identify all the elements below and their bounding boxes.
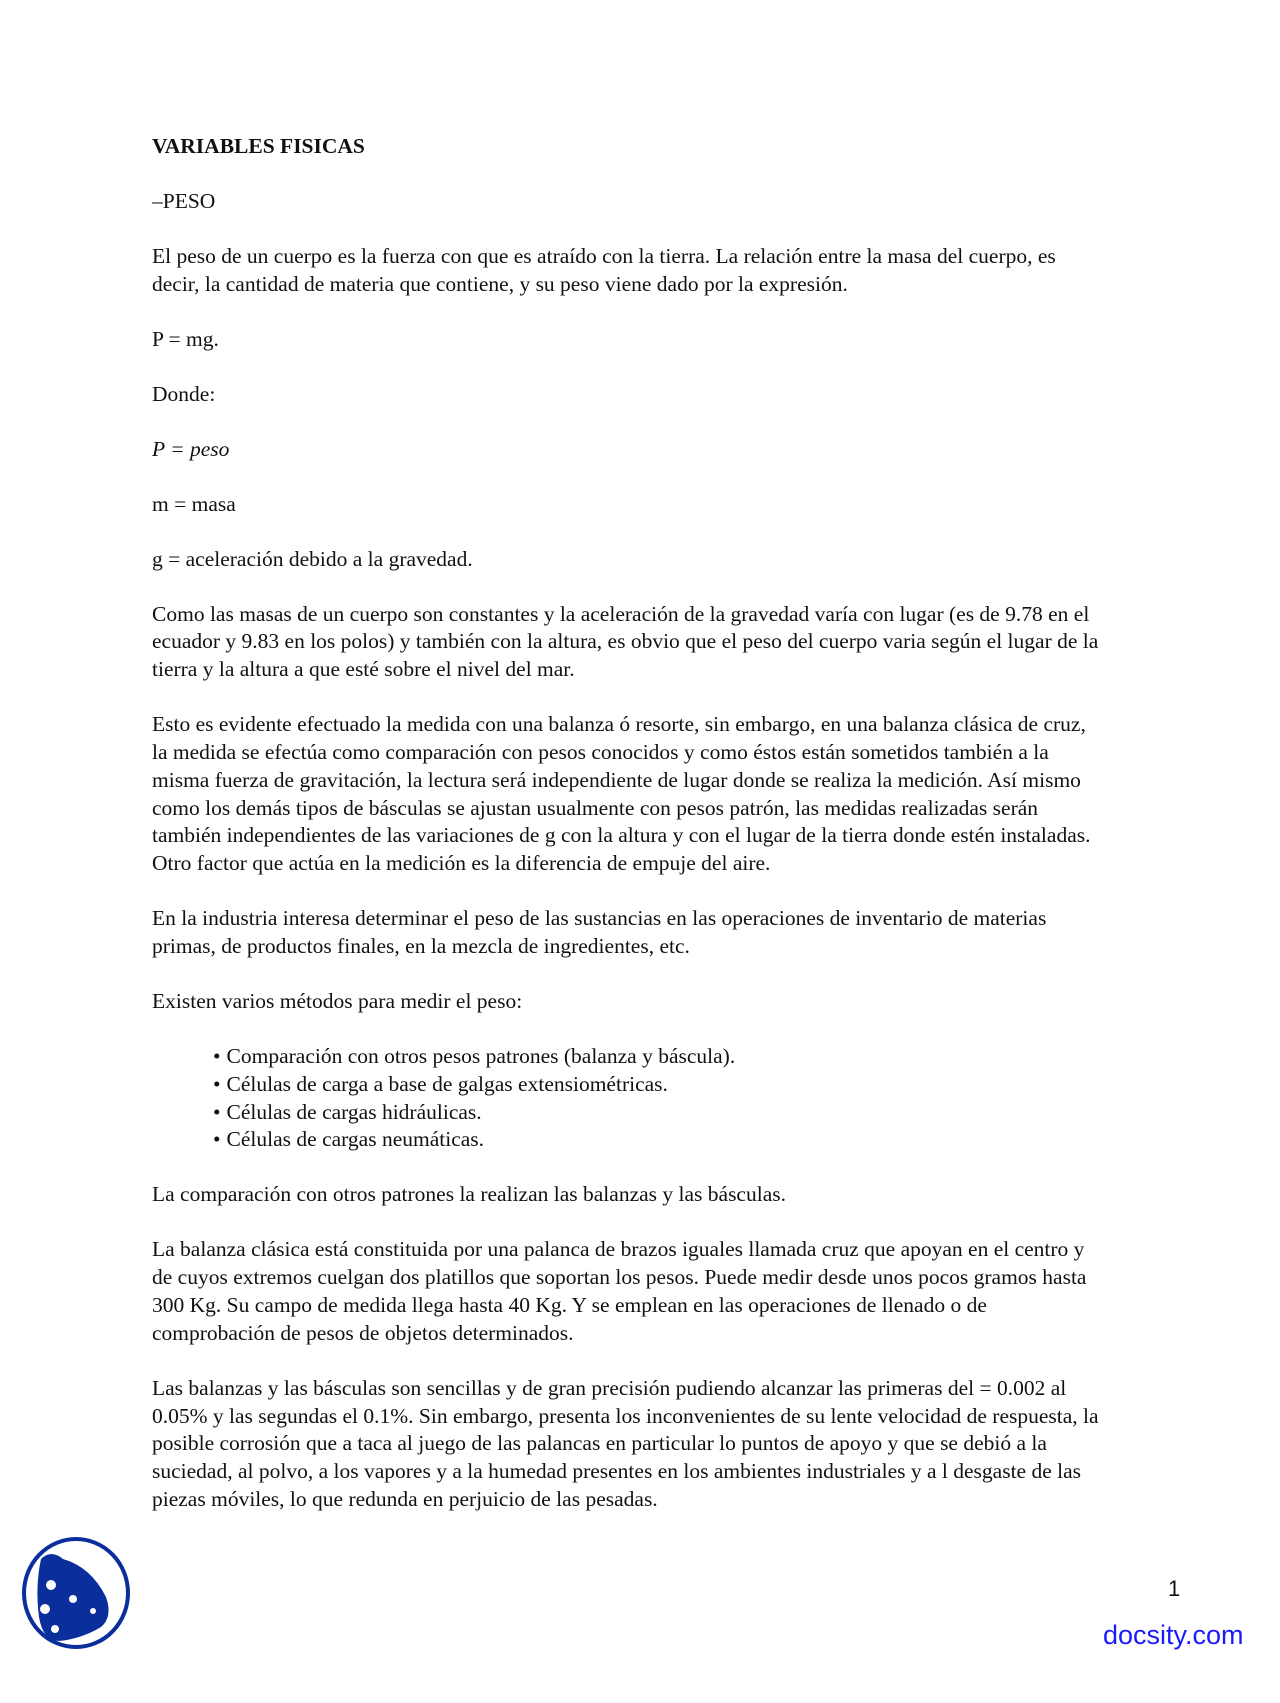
text-line: Otro factor que actúa en la medición es la diferencia de empuje del aire.	[152, 851, 771, 876]
list-item: • Células de carga a base de galgas extensiométricas.	[213, 1071, 1192, 1099]
paragraph-4	[152, 905, 1192, 961]
definition-p: P = peso	[152, 436, 230, 461]
text-line: 300 Kg. Su campo de medida llega hasta 40 Kg. Y se emplean en las operaciones de llenado o de	[152, 1292, 987, 1317]
formula: P = mg.	[152, 326, 219, 351]
text-line: como los demás tipos de básculas se ajustan usualmente con pesos patrón, las medidas realizadas serán	[152, 795, 1039, 820]
page-number: 1	[1168, 1576, 1181, 1601]
document-title: VARIABLES FISICAS	[152, 134, 365, 158]
text-line: decir, la cantidad de materia que contiene, y su peso viene dado por la expresión.	[152, 271, 848, 296]
donde-label: Donde:	[152, 381, 216, 406]
text-line: suciedad, al polvo, a los vapores y a la humedad presentes en los ambientes industriales y a l desgaste de las	[152, 1459, 1082, 1484]
paragraph-2	[152, 601, 1192, 684]
text-line: comprobación de pesos de objetos determinados.	[152, 1320, 574, 1345]
text-line: posible corrosión que a taca al juego de las palancas en particular lo puntos de apoyo y que se debió a la	[152, 1431, 1047, 1456]
text-line: Como las masas de un cuerpo son constantes y la aceleración de la gravedad varía con lugar (es de 9.78 en el	[152, 601, 1090, 626]
section-heading: –PESO	[152, 188, 216, 213]
text-line: piezas móviles, lo que redunda en perjuicio de las pesadas.	[152, 1486, 658, 1511]
text-line: de cuyos extremos cuelgan dos platillos que soportan los pesos. Puede medir desde unos pocos gramos hasta	[152, 1265, 1087, 1290]
methods-list	[152, 1043, 1192, 1154]
text-line: ecuador y 9.83 en los polos) y también con la altura, es obvio que el peso del cuerpo varia según el lugar de la	[152, 629, 1099, 654]
paragraph-1	[152, 243, 1192, 299]
text-line: Las balanzas y las básculas son sencillas y de gran precisión pudiendo alcanzar las primeras del = 0.002 al	[152, 1375, 1067, 1400]
paragraph-3	[152, 711, 1192, 878]
document-body	[152, 133, 1192, 1541]
text-line: Esto es evidente efectuado la medida con una balanza ó resorte, sin embargo, en una balanza clásica de cruz,	[152, 712, 1086, 737]
definition-m: m = masa	[152, 491, 236, 516]
text-line: primas, de productos finales, en la mezcla de ingredientes, etc.	[152, 934, 690, 959]
definition-g: g = aceleración debido a la gravedad.	[152, 546, 473, 571]
text-line: misma fuerza de gravitación, la lectura será independiente de lugar donde se realiza la medición. Así mismo	[152, 767, 1081, 792]
text-line: El peso de un cuerpo es la fuerza con que es atraído con la tierra. La relación entre la masa del cuerpo, es	[152, 243, 1056, 268]
text-line: 0.05% y las segundas el 0.1%. Sin embargo, presenta los inconvenientes de su lente velocidad de respuesta, la	[152, 1403, 1099, 1428]
text-line: La balanza clásica está constituida por una palanca de brazos iguales llamada cruz que apoyan en el centro y	[152, 1237, 1085, 1262]
paragraph-5: Existen varios métodos para medir el peso:	[152, 989, 523, 1013]
text-line: tierra y la altura a que esté sobre el nivel del mar.	[152, 657, 575, 682]
text-line: también independientes de las variaciones de g con la altura y con el lugar de la tierra donde estén instaladas.	[152, 823, 1091, 848]
list-item: • Células de cargas hidráulicas.	[213, 1099, 1192, 1127]
list-item: • Comparación con otros pesos patrones (balanza y báscula).	[213, 1043, 1192, 1071]
paragraph-6: La comparación con otros patrones la realizan las balanzas y las básculas.	[152, 1182, 786, 1207]
paragraph-8	[152, 1375, 1192, 1514]
docsity-logo-icon	[21, 1537, 131, 1649]
list-item: • Células de cargas neumáticas.	[213, 1126, 1192, 1154]
text-line: En la industria interesa determinar el peso de las sustancias en las operaciones de inventario de materias	[152, 906, 1047, 931]
text-line: la medida se efectúa como comparación con pesos conocidos y como éstos están sometidos también a la	[152, 740, 1049, 765]
paragraph-7	[152, 1236, 1192, 1347]
brand-link[interactable]: docsity.com	[1103, 1620, 1244, 1650]
